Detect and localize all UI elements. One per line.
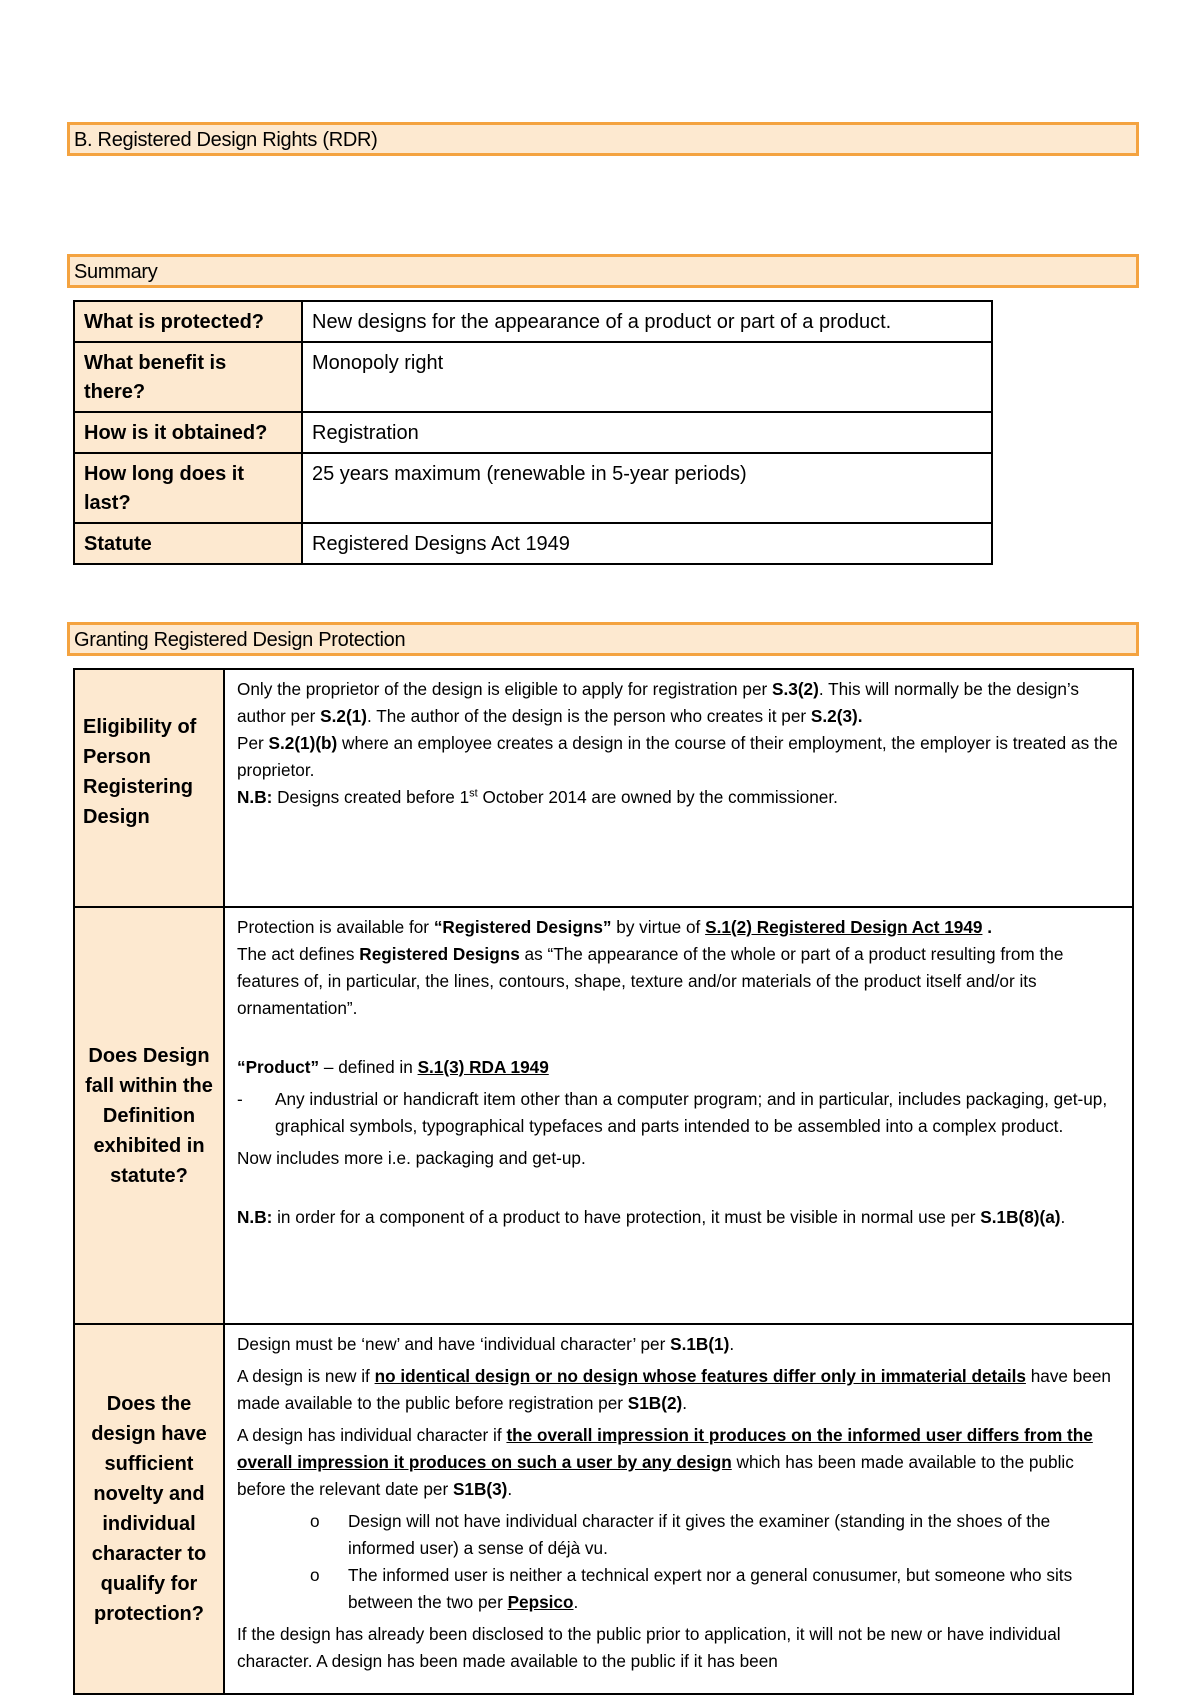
statute-ref: S1B(3) bbox=[452, 1479, 508, 1499]
text: . The author of the design is the person who creates it per bbox=[366, 706, 811, 726]
list-item bbox=[237, 1562, 1120, 1616]
statute-ref: S.1(2) Registered Design Act 1949 bbox=[705, 917, 983, 937]
text: in order for a component of a product to have protection, it must be visible in normal use per bbox=[272, 1207, 981, 1227]
paragraph bbox=[237, 1054, 1120, 1081]
paragraph bbox=[237, 730, 1120, 784]
row-label: What benefit is there? bbox=[74, 342, 302, 412]
term: “Product” bbox=[237, 1057, 320, 1077]
text: have been made available to the public before registration per bbox=[237, 1366, 1111, 1413]
novelty-content bbox=[224, 1324, 1133, 1694]
statute-ref: S.2(1)(b) bbox=[268, 733, 338, 753]
text: A design is new if bbox=[237, 1366, 375, 1386]
paragraph bbox=[237, 1204, 1120, 1231]
paragraph bbox=[237, 784, 1120, 811]
paragraph bbox=[237, 914, 1120, 941]
row-value: Monopoly right bbox=[302, 342, 992, 412]
definition-label: Does Design fall within the Definition exhibited in statute? bbox=[74, 907, 224, 1324]
eligibility-content bbox=[224, 669, 1133, 907]
paragraph bbox=[237, 1422, 1120, 1503]
row-label: What is protected? bbox=[74, 301, 302, 342]
text: where an employee creates a design in the course of their employment, the employer is treated as the proprietor. bbox=[237, 733, 1118, 780]
row-value: New designs for the appearance of a product or part of a product. bbox=[302, 301, 992, 342]
key-phrase: no identical design or no design whose features differ only in immaterial details bbox=[374, 1366, 1026, 1386]
text: October 2014 are owned by the commissioner. bbox=[477, 787, 838, 807]
text: by virtue of bbox=[611, 917, 706, 937]
text: . bbox=[507, 1479, 513, 1499]
text: Design will not have individual character if it gives the examiner (standing in the shoes of the informed user) a sense of déjà vu. bbox=[348, 1511, 1051, 1558]
table-row bbox=[74, 412, 992, 453]
text: Designs created before 1 bbox=[272, 787, 470, 807]
paragraph bbox=[237, 1331, 1120, 1358]
text: The act defines bbox=[237, 944, 360, 964]
dash-bullet: - bbox=[237, 1089, 243, 1109]
section-title: B. Registered Design Rights (RDR) bbox=[67, 122, 1139, 156]
statute-ref: S.1(3) RDA 1949 bbox=[417, 1057, 549, 1077]
table-row bbox=[74, 523, 992, 564]
summary-table bbox=[73, 300, 993, 565]
paragraph bbox=[237, 676, 1120, 730]
text: Protection is available for bbox=[237, 917, 434, 937]
table-row-eligibility bbox=[74, 669, 1133, 907]
list-item bbox=[237, 1508, 1120, 1562]
paragraph bbox=[237, 1363, 1120, 1417]
text: . bbox=[729, 1334, 735, 1354]
text: . bbox=[682, 1393, 688, 1413]
text: . This will normally be the design’s author per bbox=[237, 679, 1079, 726]
row-label: How long does it last? bbox=[74, 453, 302, 523]
key-phrase: the overall impression it produces on the informed user differs from the overall impression it produces on such a user by any design bbox=[237, 1425, 1093, 1472]
novelty-label: Does the design have sufficient novelty and individual character to qualify for protection? bbox=[74, 1324, 224, 1694]
granting-table bbox=[73, 668, 1134, 1695]
text: Design must be ‘new’ and have ‘individual character’ per bbox=[237, 1334, 671, 1354]
row-value: Registered Designs Act 1949 bbox=[302, 523, 992, 564]
text: which has been made available to the public before the relevant date per bbox=[237, 1452, 1074, 1499]
table-row bbox=[74, 301, 992, 342]
text: Any industrial or handicraft item other than a computer program; and in particular, includes packaging, get-up, graphical symbols, typographical typefaces and parts intended to be assembled into a complex product. bbox=[275, 1089, 1108, 1136]
table-row-definition bbox=[74, 907, 1133, 1324]
paragraph: If the design has already been disclosed to the public prior to application, it will not be new or have individual character. A design has been made available to the public if it has been bbox=[237, 1624, 1061, 1671]
statute-ref: S.2(3) bbox=[810, 706, 858, 726]
table-row-novelty bbox=[74, 1324, 1133, 1694]
statute-ref: S.1B(8)(a) bbox=[980, 1207, 1061, 1227]
text: as “The appearance of the whole or part of a product resulting from the features of, in particular, the lines, contours, shape, texture and/or materials of the product itself and/or its ornamentation”. bbox=[237, 944, 1064, 1018]
statute-ref: S.2(1) bbox=[320, 706, 367, 726]
row-value: Registration bbox=[302, 412, 992, 453]
row-label: Statute bbox=[74, 523, 302, 564]
definition-content bbox=[224, 907, 1133, 1324]
paragraph: Now includes more i.e. packaging and get-up. bbox=[237, 1148, 586, 1168]
statute-ref: S.1B(1) bbox=[670, 1334, 730, 1354]
term: “Registered Designs” bbox=[433, 917, 612, 937]
text: . bbox=[1060, 1207, 1066, 1227]
list-item bbox=[237, 1086, 1120, 1140]
note-label: N.B: bbox=[237, 787, 273, 807]
term: Registered Designs bbox=[359, 944, 520, 964]
superscript: st bbox=[469, 787, 478, 800]
table-row bbox=[74, 453, 992, 523]
row-label: How is it obtained? bbox=[74, 412, 302, 453]
text: . bbox=[573, 1592, 579, 1612]
text: Per bbox=[237, 733, 269, 753]
note-label: N.B: bbox=[237, 1207, 273, 1227]
circle-bullet: o bbox=[310, 1565, 320, 1585]
case-ref: Pepsico bbox=[507, 1592, 574, 1612]
text: The informed user is neither a technical expert nor a general conusumer, but someone who sits between the two per bbox=[348, 1565, 1073, 1612]
text: Only the proprietor of the design is eligible to apply for registration per bbox=[237, 679, 773, 699]
circle-bullet: o bbox=[310, 1511, 320, 1531]
granting-heading: Granting Registered Design Protection bbox=[67, 622, 1139, 656]
row-value: 25 years maximum (renewable in 5-year periods) bbox=[302, 453, 992, 523]
text: . bbox=[857, 706, 863, 726]
statute-ref: S1B(2) bbox=[627, 1393, 683, 1413]
table-row bbox=[74, 342, 992, 412]
statute-ref: S.3(2) bbox=[772, 679, 819, 699]
summary-heading: Summary bbox=[67, 254, 1139, 288]
text: – defined in bbox=[319, 1057, 418, 1077]
paragraph bbox=[237, 941, 1120, 1022]
text: . bbox=[982, 917, 993, 937]
text: A design has individual character if bbox=[237, 1425, 507, 1445]
eligibility-label: Eligibility of Person Registering Design bbox=[74, 669, 224, 907]
